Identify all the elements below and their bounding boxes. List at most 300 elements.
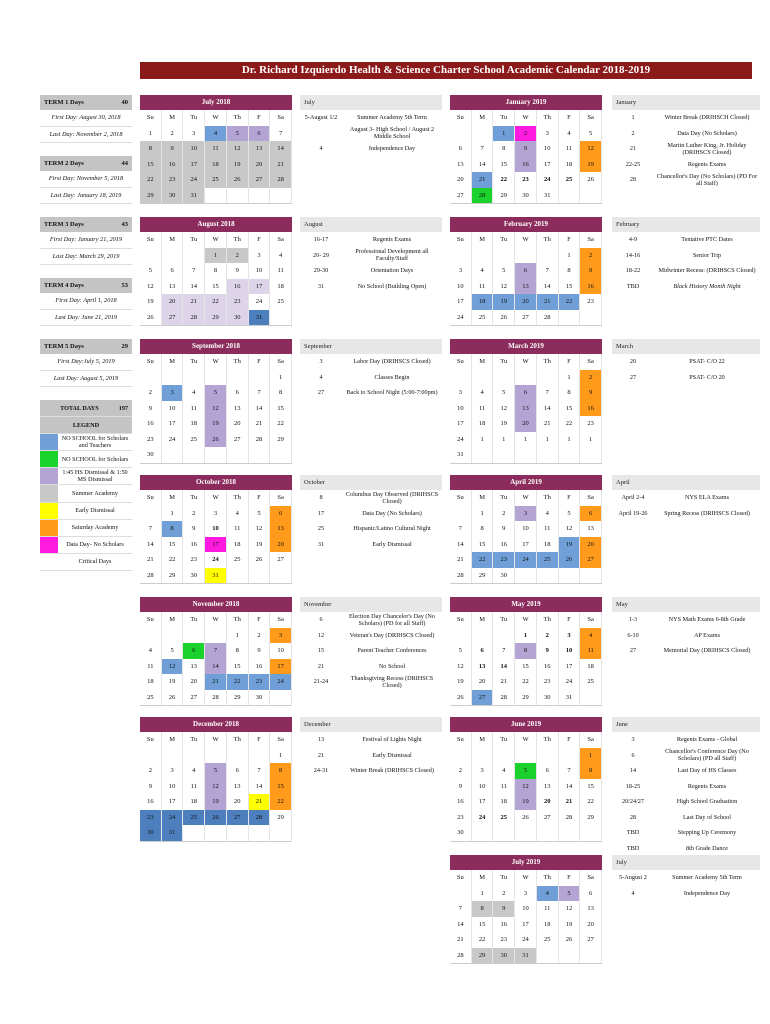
day-cell: 30 bbox=[140, 825, 162, 841]
day-cell: 28 bbox=[472, 188, 494, 204]
day-cell: 9 bbox=[140, 779, 162, 795]
day-cell: 28 bbox=[450, 568, 472, 584]
weekday-label: Sa bbox=[270, 232, 292, 248]
event-item bbox=[612, 506, 760, 522]
month-header: October 2018 bbox=[140, 475, 292, 490]
day-cell: 18 bbox=[183, 416, 205, 432]
week-row bbox=[140, 370, 292, 386]
day-cell: 24 bbox=[450, 310, 472, 326]
day-cell: 2 bbox=[515, 126, 537, 142]
day-cell: 16 bbox=[450, 794, 472, 810]
day-cell: 31 bbox=[183, 188, 205, 204]
day-cell: 18 bbox=[559, 157, 581, 173]
day-cell: 27 bbox=[227, 810, 249, 826]
day-cell bbox=[270, 825, 292, 841]
day-cell: 11 bbox=[493, 779, 515, 795]
day-cell: 24 bbox=[205, 552, 227, 568]
month-calendar bbox=[140, 475, 292, 584]
day-cell: 9 bbox=[515, 141, 537, 157]
day-cell: 21 bbox=[537, 294, 559, 310]
day-cell: 1 bbox=[270, 370, 292, 386]
day-cell: 16 bbox=[162, 157, 184, 173]
day-cell: 4 bbox=[493, 763, 515, 779]
day-cell: 13 bbox=[227, 779, 249, 795]
event-date: 16-17 bbox=[313, 236, 329, 244]
week-row bbox=[140, 628, 292, 644]
day-cell: 25 bbox=[270, 294, 292, 310]
weekday-label: M bbox=[472, 732, 494, 748]
day-cell: 4 bbox=[205, 126, 227, 142]
day-cell: 4 bbox=[472, 385, 494, 401]
weekday-label: M bbox=[162, 612, 184, 628]
day-cell: 20 bbox=[183, 674, 205, 690]
event-date: 4 bbox=[319, 373, 323, 381]
day-cell: 2 bbox=[493, 506, 515, 522]
week-row bbox=[450, 886, 602, 902]
event-date: 25 bbox=[317, 525, 325, 533]
day-cell: 1 bbox=[580, 748, 602, 764]
week-row bbox=[450, 628, 602, 644]
day-cell: 17 bbox=[270, 659, 292, 675]
weekday-label: M bbox=[472, 490, 494, 506]
week-row bbox=[140, 825, 292, 841]
weekday-label: W bbox=[515, 110, 537, 126]
day-cell bbox=[270, 310, 292, 326]
week-row bbox=[140, 263, 292, 279]
event-list bbox=[300, 597, 442, 690]
day-cell: 21 bbox=[140, 552, 162, 568]
day-cell: 1 bbox=[559, 248, 581, 264]
event-text: PSAT- C/O 22 bbox=[689, 358, 725, 366]
day-cell: 31 bbox=[559, 690, 581, 706]
event-item bbox=[300, 537, 442, 553]
day-cell: 3 bbox=[450, 385, 472, 401]
event-item bbox=[612, 748, 760, 764]
weekday-label: Sa bbox=[580, 354, 602, 370]
weekday-row bbox=[450, 732, 602, 748]
month-header: January 2019 bbox=[450, 95, 602, 110]
weekday-label: M bbox=[472, 612, 494, 628]
event-text: Summer Academy 5th Term bbox=[672, 874, 742, 882]
day-cell: 29 bbox=[162, 568, 184, 584]
legend-item bbox=[40, 468, 132, 485]
day-cell: 25 bbox=[537, 932, 559, 948]
event-text: Senior Trip bbox=[692, 251, 722, 259]
day-cell: 1 bbox=[227, 628, 249, 644]
week-row bbox=[140, 794, 292, 810]
day-cell: 21 bbox=[183, 294, 205, 310]
day-cell: 5 bbox=[205, 385, 227, 401]
event-date: 18-22 bbox=[625, 267, 641, 275]
day-cell: 31 bbox=[450, 447, 472, 463]
week-row bbox=[450, 674, 602, 690]
day-cell: 6 bbox=[450, 141, 472, 157]
day-cell: 14 bbox=[183, 279, 205, 295]
weekday-label: W bbox=[205, 612, 227, 628]
day-cell: 7 bbox=[450, 901, 472, 917]
day-cell: 23 bbox=[162, 172, 184, 188]
week-row bbox=[450, 763, 602, 779]
event-item bbox=[300, 232, 442, 248]
event-item bbox=[300, 248, 442, 264]
legend-swatch bbox=[40, 485, 58, 501]
day-cell: 14 bbox=[450, 537, 472, 553]
term-box bbox=[40, 156, 132, 204]
day-cell: 18 bbox=[493, 794, 515, 810]
event-date: 24-31 bbox=[313, 767, 329, 775]
day-cell: 9 bbox=[162, 141, 184, 157]
day-cell: 15 bbox=[270, 779, 292, 795]
day-cell bbox=[472, 748, 494, 764]
day-cell: 27 bbox=[227, 432, 249, 448]
day-cell bbox=[140, 748, 162, 764]
day-cell: 9 bbox=[227, 263, 249, 279]
day-cell: 29 bbox=[205, 310, 227, 326]
day-cell: 22 bbox=[472, 932, 494, 948]
day-cell: 26 bbox=[580, 172, 602, 188]
day-cell: 23 bbox=[580, 416, 602, 432]
day-cell: 10 bbox=[162, 779, 184, 795]
event-text: No School bbox=[378, 662, 406, 670]
term-name: TERM 1 Days bbox=[44, 99, 84, 106]
term-box bbox=[40, 339, 132, 387]
weekday-label: Tu bbox=[493, 612, 515, 628]
day-cell: 13 bbox=[515, 401, 537, 417]
day-cell: 22 bbox=[559, 294, 581, 310]
day-cell: 20 bbox=[249, 157, 271, 173]
event-date: 27 bbox=[629, 373, 637, 381]
weekday-label: Sa bbox=[270, 612, 292, 628]
day-cell: 29 bbox=[472, 948, 494, 964]
weekday-label: Tu bbox=[493, 232, 515, 248]
day-cell: 30 bbox=[537, 690, 559, 706]
total-days-value: 197 bbox=[118, 404, 128, 412]
weekday-row bbox=[450, 232, 602, 248]
legend-item bbox=[40, 434, 132, 451]
day-cell: 20 bbox=[227, 794, 249, 810]
week-row bbox=[450, 172, 602, 188]
month-calendar bbox=[140, 597, 292, 706]
day-cell: 25 bbox=[580, 674, 602, 690]
weekday-label: F bbox=[559, 354, 581, 370]
day-cell: 30 bbox=[249, 690, 271, 706]
day-cell: 16 bbox=[249, 659, 271, 675]
event-text: Labor Day (DRIHSCS Closed) bbox=[353, 358, 431, 366]
week-row bbox=[140, 552, 292, 568]
event-item bbox=[612, 612, 760, 628]
event-text: Black History Month Night bbox=[673, 282, 741, 290]
weekday-label: Su bbox=[450, 110, 472, 126]
day-cell: 20 bbox=[580, 537, 602, 553]
day-cell: 31 bbox=[162, 825, 184, 841]
day-cell: 3 bbox=[162, 763, 184, 779]
month-header: July 2019 bbox=[450, 855, 602, 870]
day-cell: 14 bbox=[537, 401, 559, 417]
weekday-row bbox=[140, 232, 292, 248]
weekday-label: Su bbox=[450, 612, 472, 628]
weekday-row bbox=[140, 490, 292, 506]
day-cell bbox=[537, 825, 559, 841]
event-date: 22-25 bbox=[625, 160, 641, 168]
day-cell: 6 bbox=[515, 385, 537, 401]
day-cell: 16 bbox=[515, 157, 537, 173]
legend-label: NO SCHOOL for Scholars bbox=[61, 455, 129, 463]
event-date: 17 bbox=[317, 509, 325, 517]
day-cell: 5 bbox=[559, 886, 581, 902]
event-item bbox=[300, 126, 442, 142]
weekday-label: Su bbox=[140, 490, 162, 506]
day-cell: 13 bbox=[183, 659, 205, 675]
day-cell: 27 bbox=[472, 690, 494, 706]
weekday-label: Th bbox=[537, 232, 559, 248]
event-date: April 2-4 bbox=[621, 494, 645, 502]
day-cell: 30 bbox=[140, 447, 162, 463]
weekday-label: M bbox=[472, 354, 494, 370]
event-list bbox=[612, 95, 760, 188]
event-text: Classes Begin bbox=[374, 373, 410, 381]
weekday-label: Tu bbox=[183, 490, 205, 506]
event-text: Memorial Day (DRIHSCS Closed) bbox=[663, 647, 751, 655]
day-cell bbox=[472, 628, 494, 644]
day-cell: 15 bbox=[270, 401, 292, 417]
day-cell: 26 bbox=[450, 690, 472, 706]
event-date: 3 bbox=[631, 736, 635, 744]
day-cell: 26 bbox=[249, 552, 271, 568]
day-cell: 13 bbox=[227, 401, 249, 417]
day-cell: 11 bbox=[472, 401, 494, 417]
day-cell: 17 bbox=[249, 279, 271, 295]
day-cell: 21 bbox=[537, 416, 559, 432]
legend bbox=[40, 400, 132, 571]
event-date: 29-30 bbox=[313, 267, 329, 275]
day-cell: 1 bbox=[515, 432, 537, 448]
day-cell bbox=[580, 310, 602, 326]
event-text: 8th Grade Dance bbox=[686, 844, 728, 852]
day-cell: 1 bbox=[559, 432, 581, 448]
event-text: Back to School Night (5:00-7:00pm) bbox=[346, 389, 438, 397]
day-cell: 28 bbox=[249, 432, 271, 448]
week-row bbox=[450, 447, 602, 463]
day-cell: 12 bbox=[493, 279, 515, 295]
day-cell bbox=[270, 447, 292, 463]
month-calendar bbox=[450, 217, 602, 326]
weekday-label: F bbox=[559, 232, 581, 248]
day-cell bbox=[162, 447, 184, 463]
day-cell: 18 bbox=[270, 279, 292, 295]
day-cell: 24 bbox=[515, 552, 537, 568]
day-cell bbox=[515, 825, 537, 841]
weekday-label: Th bbox=[227, 490, 249, 506]
day-cell bbox=[580, 825, 602, 841]
day-cell: 8 bbox=[227, 643, 249, 659]
day-cell: 19 bbox=[249, 537, 271, 553]
day-cell: 22 bbox=[493, 172, 515, 188]
event-date: 6 bbox=[631, 751, 635, 759]
weekday-label: Su bbox=[140, 732, 162, 748]
week-row bbox=[450, 401, 602, 417]
event-month-header: July bbox=[300, 95, 442, 110]
day-cell: 4 bbox=[559, 126, 581, 142]
month-calendar bbox=[140, 217, 292, 326]
event-list bbox=[300, 217, 442, 294]
day-cell: 28 bbox=[450, 948, 472, 964]
day-cell bbox=[227, 825, 249, 841]
day-cell: 18 bbox=[537, 917, 559, 933]
event-item bbox=[300, 385, 442, 401]
legend-item bbox=[40, 537, 132, 554]
day-cell: 10 bbox=[472, 779, 494, 795]
week-row bbox=[140, 188, 292, 204]
day-cell bbox=[493, 628, 515, 644]
day-cell: 16 bbox=[140, 416, 162, 432]
day-cell: 1 bbox=[559, 370, 581, 386]
weekday-label: Th bbox=[227, 732, 249, 748]
week-row bbox=[450, 310, 602, 326]
event-list bbox=[300, 475, 442, 552]
month-header: August 2018 bbox=[140, 217, 292, 232]
day-cell: 7 bbox=[270, 126, 292, 142]
day-cell: 3 bbox=[559, 628, 581, 644]
day-cell: 25 bbox=[183, 810, 205, 826]
day-cell: 16 bbox=[537, 659, 559, 675]
event-month-header: February bbox=[612, 217, 760, 232]
day-cell: 26 bbox=[515, 810, 537, 826]
day-cell: 9 bbox=[249, 643, 271, 659]
day-cell: 27 bbox=[580, 552, 602, 568]
weekday-label: F bbox=[559, 732, 581, 748]
event-item bbox=[300, 521, 442, 537]
day-cell: 28 bbox=[493, 690, 515, 706]
week-row bbox=[450, 370, 602, 386]
day-cell: 25 bbox=[472, 310, 494, 326]
week-row bbox=[450, 126, 602, 142]
month-header: June 2019 bbox=[450, 717, 602, 732]
weekday-label: W bbox=[205, 110, 227, 126]
day-cell: 1 bbox=[537, 432, 559, 448]
day-cell: 22 bbox=[162, 552, 184, 568]
day-cell bbox=[183, 248, 205, 264]
day-cell: 8 bbox=[162, 521, 184, 537]
event-list bbox=[612, 855, 760, 901]
day-cell: 14 bbox=[450, 917, 472, 933]
day-cell: 8 bbox=[559, 385, 581, 401]
week-row bbox=[140, 248, 292, 264]
event-month-header: September bbox=[300, 339, 442, 354]
weekday-label: F bbox=[249, 354, 271, 370]
day-cell: 29 bbox=[493, 188, 515, 204]
day-cell: 4 bbox=[537, 886, 559, 902]
weekday-label: M bbox=[162, 732, 184, 748]
day-cell bbox=[515, 748, 537, 764]
month-calendar bbox=[450, 339, 602, 464]
day-cell: 22 bbox=[205, 294, 227, 310]
event-date: 4 bbox=[319, 145, 323, 153]
term-date: First Day:July 5, 2019 bbox=[40, 354, 132, 371]
weekday-row bbox=[450, 612, 602, 628]
day-cell: 13 bbox=[450, 157, 472, 173]
event-item bbox=[300, 263, 442, 279]
day-cell: 23 bbox=[450, 810, 472, 826]
event-date: 28 bbox=[629, 176, 637, 184]
weekday-label: F bbox=[559, 110, 581, 126]
day-cell: 5 bbox=[515, 763, 537, 779]
weekday-label: Tu bbox=[183, 232, 205, 248]
day-cell: 14 bbox=[205, 659, 227, 675]
week-row bbox=[450, 779, 602, 795]
month-calendar bbox=[450, 597, 602, 706]
day-cell: 19 bbox=[140, 294, 162, 310]
day-cell: 11 bbox=[537, 901, 559, 917]
day-cell: 31 bbox=[249, 310, 271, 326]
weekday-label: Th bbox=[227, 232, 249, 248]
day-cell bbox=[559, 568, 581, 584]
weekday-label: Su bbox=[450, 354, 472, 370]
day-cell: 28 bbox=[140, 568, 162, 584]
day-cell: 19 bbox=[450, 674, 472, 690]
day-cell: 6 bbox=[183, 643, 205, 659]
day-cell: 8 bbox=[580, 763, 602, 779]
day-cell: 12 bbox=[227, 141, 249, 157]
term-date: Last Day: November 2, 2018 bbox=[40, 127, 132, 144]
legend-swatch bbox=[40, 520, 58, 536]
day-cell bbox=[450, 886, 472, 902]
day-cell: 22 bbox=[472, 552, 494, 568]
event-item bbox=[612, 794, 760, 810]
day-cell bbox=[450, 126, 472, 142]
month-calendar bbox=[140, 717, 292, 842]
day-cell: 4 bbox=[580, 628, 602, 644]
day-cell: 13 bbox=[472, 659, 494, 675]
day-cell: 7 bbox=[537, 385, 559, 401]
weekday-label: M bbox=[162, 490, 184, 506]
event-text: Data Day (No Scholars) bbox=[362, 509, 422, 517]
day-cell: 20 bbox=[515, 294, 537, 310]
week-row bbox=[450, 263, 602, 279]
event-item bbox=[300, 659, 442, 675]
day-cell: 20 bbox=[472, 674, 494, 690]
day-cell: 19 bbox=[205, 416, 227, 432]
day-cell: 23 bbox=[493, 932, 515, 948]
event-date: 20 bbox=[629, 358, 637, 366]
weekday-label: Sa bbox=[270, 490, 292, 506]
event-date: 4-9 bbox=[628, 236, 638, 244]
day-cell: 7 bbox=[249, 385, 271, 401]
event-list bbox=[300, 95, 442, 157]
day-cell bbox=[515, 568, 537, 584]
day-cell: 16 bbox=[580, 401, 602, 417]
event-item bbox=[612, 110, 760, 126]
term-name: TERM 2 Days bbox=[44, 160, 84, 167]
event-item bbox=[300, 628, 442, 644]
day-cell bbox=[493, 825, 515, 841]
day-cell: 8 bbox=[140, 141, 162, 157]
event-month-header: August bbox=[300, 217, 442, 232]
event-text: Regents Exams bbox=[372, 236, 412, 244]
day-cell: 19 bbox=[205, 794, 227, 810]
event-item bbox=[612, 248, 760, 264]
weekday-label: W bbox=[515, 232, 537, 248]
legend-label: Saturday Academy bbox=[71, 524, 119, 532]
day-cell: 3 bbox=[515, 886, 537, 902]
day-cell bbox=[537, 370, 559, 386]
event-text: Winter Break (DRIHSCH Closed) bbox=[664, 114, 750, 122]
day-cell: 1 bbox=[270, 748, 292, 764]
day-cell bbox=[537, 568, 559, 584]
event-text: High School Graduation bbox=[676, 798, 738, 806]
weekday-label: Tu bbox=[183, 732, 205, 748]
event-item bbox=[300, 354, 442, 370]
day-cell: 24 bbox=[183, 172, 205, 188]
